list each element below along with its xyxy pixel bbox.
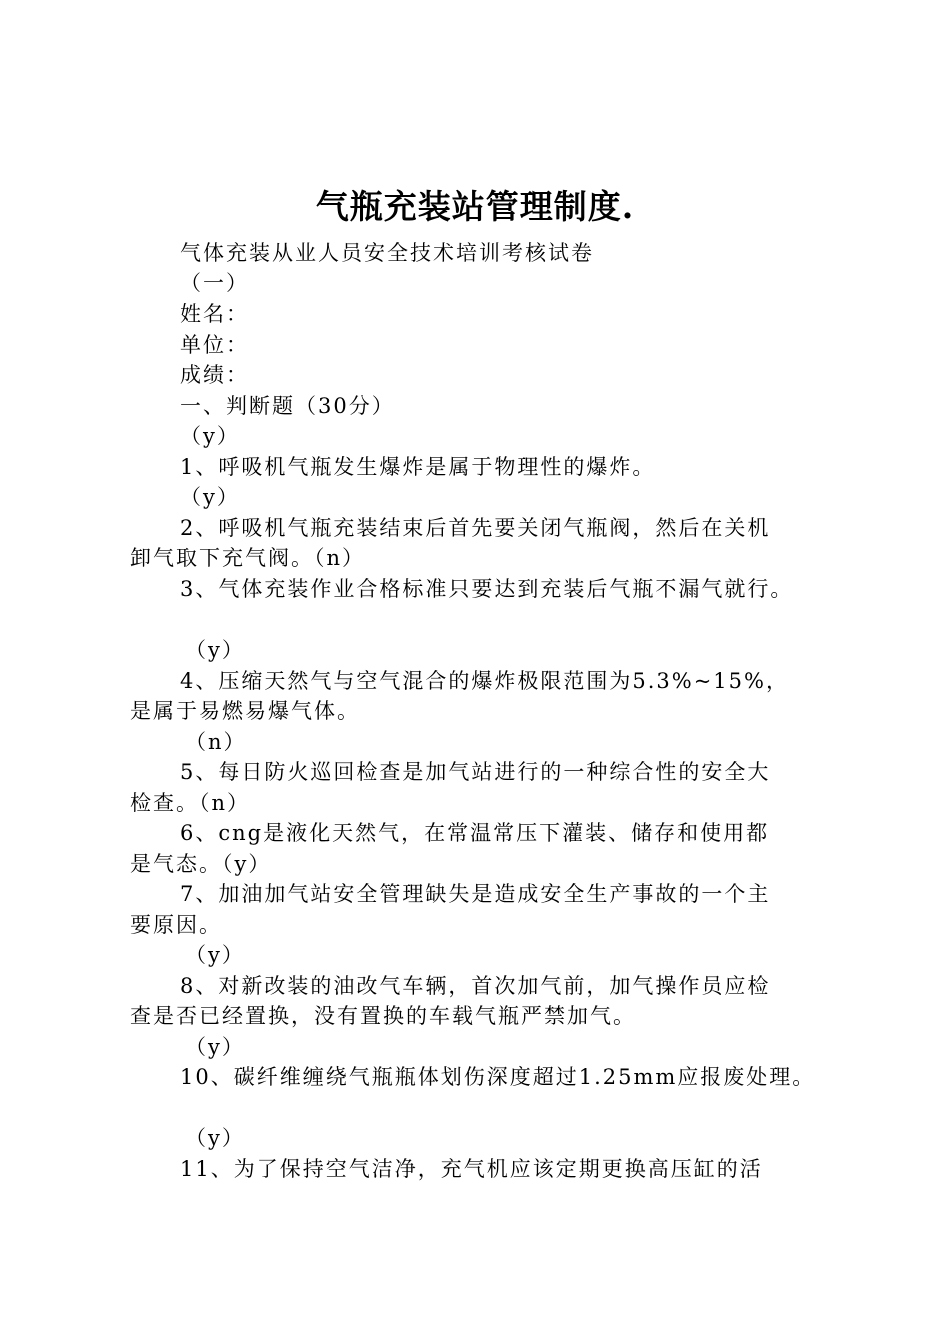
unit-label: 单位： xyxy=(180,333,249,357)
question-line: 11、为了保持空气洁净，充气机应该定期更换高压缸的活 xyxy=(180,1157,763,1181)
answer-mark: （y） xyxy=(185,1126,245,1150)
section-heading: 一、判断题（30分） xyxy=(180,394,395,418)
answer-mark: （y） xyxy=(180,424,240,448)
question-line: 是属于易燃易爆气体。 xyxy=(130,699,360,723)
answer-mark: （n） xyxy=(185,730,247,754)
question-line: 7、加油加气站安全管理缺失是造成安全生产事故的一个主 xyxy=(180,882,771,906)
answer-mark: （y） xyxy=(185,943,245,967)
score-label: 成绩： xyxy=(180,363,249,387)
answer-mark: （y） xyxy=(185,638,245,662)
question-line: 要原因。 xyxy=(130,913,222,937)
question-line: 查是否已经置换，没有置换的车载气瓶严禁加气。 xyxy=(130,1004,636,1028)
name-label: 姓名： xyxy=(180,302,249,326)
question-line: 1、呼吸机气瓶发生爆炸是属于物理性的爆炸。 xyxy=(180,455,656,479)
question-line: 5、每日防火巡回检查是加气站进行的一种综合性的安全大 xyxy=(180,760,771,784)
question-line: 2、呼吸机气瓶充装结束后首先要关闭气瓶阀，然后在关机 xyxy=(180,516,771,540)
exam-part-line: （一） xyxy=(180,271,249,295)
question-line: 检查。（n） xyxy=(130,791,251,815)
question-line: 10、碳纤维缠绕气瓶瓶体划伤深度超过1.25mm应报废处理。 xyxy=(180,1065,816,1089)
question-line: 是气态。（y） xyxy=(130,852,272,876)
question-line: 3、气体充装作业合格标准只要达到充装后气瓶不漏气就行。 xyxy=(180,577,794,601)
document-title: 气瓶充装站管理制度. xyxy=(315,187,635,226)
question-line: 4、压缩天然气与空气混合的爆炸极限范围为5.3%~15%， xyxy=(180,669,789,693)
question-line: 8、对新改装的油改气车辆，首次加气前，加气操作员应检 xyxy=(180,974,771,998)
question-line: 卸气取下充气阀。（n） xyxy=(130,546,366,570)
exam-title-line: 气体充装从业人员安全技术培训考核试卷 xyxy=(180,241,594,265)
answer-mark: （y） xyxy=(185,1035,245,1059)
answer-mark: （y） xyxy=(180,485,240,509)
question-line: 6、cng是液化天然气，在常温常压下灌装、储存和使用都 xyxy=(180,821,770,845)
